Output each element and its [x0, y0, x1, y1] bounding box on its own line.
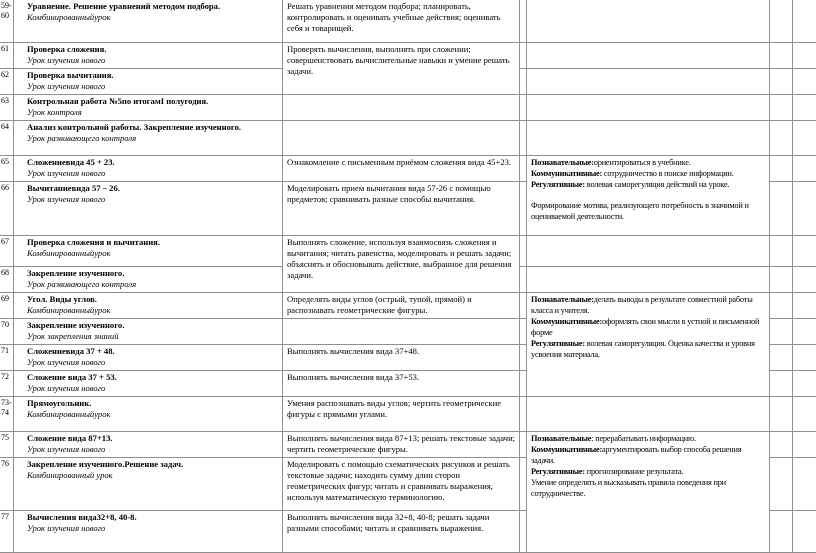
uud-paragraph	[531, 200, 767, 222]
lesson-topic-cell	[14, 95, 283, 121]
lesson-title: Закрепление изученного.	[27, 268, 125, 278]
uud-cell	[527, 121, 770, 156]
spacer-column-cell	[520, 397, 527, 432]
uud-text: оформлять свои мысли в устной и письменной форме	[531, 317, 760, 337]
spacer-column-cell	[520, 69, 527, 95]
right-column-cell	[770, 0, 793, 43]
lesson-title: Проверка сложения и вычитания.	[27, 237, 160, 247]
lesson-topic-cell	[14, 69, 283, 95]
lesson-number-cell: 70	[0, 319, 14, 345]
lesson-activities-cell: Решать уравнения методом подбора; планировать, контролировать и оценивать учебные действия; оценивать себя и товарищей.	[283, 0, 520, 43]
lesson-number-cell: 61	[0, 43, 14, 69]
uud-cell	[527, 293, 770, 397]
lesson-activities-cell: Ознакомление с письменным приёмом сложения вида 45+23.	[283, 156, 520, 182]
right-column-cell	[770, 511, 793, 553]
right-column-cell	[770, 95, 793, 121]
table-row	[0, 95, 816, 121]
lesson-activities-cell: Определять виды углов (острый, тупой, прямой) и распознавать геометрические фигуры.	[283, 293, 520, 319]
lesson-title: Проверка сложения.	[27, 44, 107, 54]
uud-cell	[527, 397, 770, 432]
lesson-topic-cell	[14, 236, 283, 267]
lesson-topic-cell	[14, 371, 283, 397]
lesson-type-label: Урок развивающего контроля	[27, 279, 137, 289]
uud-category-label: Коммуникативные:	[531, 169, 603, 178]
lesson-activities-cell: Выполнять вычисления вида 37+53.	[283, 371, 520, 397]
lesson-activities-cell: Моделировать прием вычитания вида 57-26 с помощью предметов; сравнивать разные способы вычитания.	[283, 182, 520, 236]
lesson-activities-cell: Выполнять сложение, используя взаимосвязь сложения и вычитания; читать равенства, моделировать и решать задачи; объяснять и обосновывать действие, выбранное для решения задачи.	[283, 236, 520, 293]
lesson-topic-cell	[14, 156, 283, 182]
lesson-type-label: Урок изучения нового	[27, 523, 106, 533]
table-row	[0, 0, 816, 43]
uud-text: делать выводы в результате совместной работы класса и учителя.	[531, 295, 753, 315]
right-column-cell	[793, 397, 816, 432]
table-row	[0, 236, 816, 267]
uud-category-label: Регулятивные:	[531, 180, 585, 189]
right-column-cell	[793, 267, 816, 293]
lesson-activities-cell	[283, 121, 520, 156]
lesson-type-label: Урок изучения нового	[27, 168, 106, 178]
right-column-cell	[793, 69, 816, 95]
lesson-number-cell: 68	[0, 267, 14, 293]
lesson-topic-cell	[14, 319, 283, 345]
lesson-title: Угол. Виды углов.	[27, 294, 97, 304]
uud-text: сотрудничество в поиске информации.	[602, 169, 734, 178]
spacer-column-cell	[520, 236, 527, 267]
lesson-type-label: Урок развивающего контроля	[27, 133, 137, 143]
lesson-topic-cell	[14, 267, 283, 293]
spacer-column-cell	[520, 293, 527, 319]
lesson-number-cell: 73-74	[0, 397, 14, 432]
table-row	[0, 432, 816, 458]
uud-paragraph	[531, 168, 767, 179]
lesson-title: Прямоугольник.	[27, 398, 92, 408]
lesson-type-label: Комбинированныйурок	[27, 12, 111, 22]
table-row	[0, 43, 816, 69]
uud-category-label: Коммуникативные:	[531, 445, 603, 454]
table-row	[0, 121, 816, 156]
uud-cell	[527, 236, 770, 267]
right-column-cell	[793, 293, 816, 319]
lesson-number-cell: 63	[0, 95, 14, 121]
lesson-type-label: Урок изучения нового	[27, 194, 106, 204]
lesson-title: Вычитаниевида 57 – 26.	[27, 183, 120, 193]
lesson-topic-cell	[14, 43, 283, 69]
lesson-type-label: Урок изучения нового	[27, 357, 106, 367]
lesson-number-cell: 67	[0, 236, 14, 267]
spacer-column-cell	[520, 43, 527, 69]
uud-text: волевая саморегуляция. Оценка качества и уровня усвоения материала.	[531, 339, 755, 359]
uud-text: волевая саморегуляция действий на уроке.	[584, 180, 730, 189]
right-column-cell	[770, 432, 793, 458]
lesson-type-label: Урок закрепления знаний	[27, 331, 119, 341]
lesson-topic-cell	[14, 293, 283, 319]
lesson-type-label: Комбинированныйурок	[27, 409, 111, 419]
right-column-cell	[793, 156, 816, 182]
lesson-title: Сложение вида 87+13.	[27, 433, 113, 443]
right-column-cell	[770, 69, 793, 95]
spacer-column-cell	[520, 511, 527, 553]
lesson-activities-cell: Проверять вычисления, выполнять при сложении; совершенствовать вычислительные навыки и умение решать задачи.	[283, 43, 520, 95]
uud-paragraph	[531, 294, 767, 316]
lesson-number-cell: 69	[0, 293, 14, 319]
lesson-title: Уравнение. Решение уравнений методом подбора.	[27, 1, 221, 11]
lesson-activities-cell	[283, 319, 520, 345]
uud-category-label: Регулятивные:	[531, 339, 585, 348]
lesson-number-cell: 64	[0, 121, 14, 156]
lesson-topic-cell	[14, 458, 283, 511]
uud-cell	[527, 0, 770, 43]
right-column-cell	[770, 397, 793, 432]
right-column-cell	[793, 458, 816, 511]
lesson-topic-cell	[14, 432, 283, 458]
right-column-cell	[793, 182, 816, 236]
uud-cell	[527, 69, 770, 95]
right-column-cell	[793, 121, 816, 156]
uud-text: ориентироваться в учебнике.	[593, 158, 691, 167]
uud-cell	[527, 95, 770, 121]
uud-category-label: Коммуникативные:	[531, 317, 603, 326]
right-column-cell	[770, 43, 793, 69]
spacer-column-cell	[520, 319, 527, 345]
spacer-column-cell	[520, 458, 527, 511]
lesson-number-cell: 75	[0, 432, 14, 458]
lesson-title: Сложение вида 37 + 53.	[27, 372, 117, 382]
uud-paragraph	[531, 316, 767, 338]
right-column-cell	[793, 0, 816, 43]
uud-paragraph	[531, 466, 767, 477]
lesson-topic-cell	[14, 0, 283, 43]
right-column-cell	[770, 345, 793, 371]
table-row	[0, 156, 816, 182]
right-column-cell	[793, 345, 816, 371]
lesson-type-label: Урок контроля	[27, 107, 82, 117]
lesson-type-label: Урок изучения нового	[27, 444, 106, 454]
table-row	[0, 397, 816, 432]
uud-category-label: Познавательные:	[531, 158, 594, 167]
right-column-cell	[793, 43, 816, 69]
lesson-type-label: Урок изучения нового	[27, 383, 106, 393]
paragraph-gap	[531, 190, 767, 200]
lesson-title: Закрепление изученного.Решение задач.	[27, 459, 184, 469]
lesson-topic-cell	[14, 511, 283, 553]
right-column-cell	[770, 156, 793, 182]
lesson-type-label: Урок изучения нового	[27, 55, 106, 65]
spacer-column-cell	[520, 345, 527, 371]
lesson-type-label: Комбинированный урок	[27, 470, 113, 480]
lesson-title: Анализ контрольной работы. Закрепление изученного.	[27, 122, 242, 132]
lesson-activities-cell: Выполнять вычисления вида 32+8, 40-8; решать задачи разными способами; читать и сравнивать выражения.	[283, 511, 520, 553]
right-column-cell	[770, 319, 793, 345]
uud-text: Формирование мотива, реализующего потребность в значимой и оцениваемой деятельности.	[531, 201, 749, 221]
uud-text: прогнозирование результата.	[584, 467, 684, 476]
right-column-cell	[770, 182, 793, 236]
lesson-type-label: Урок изучения нового	[27, 81, 106, 91]
uud-cell	[527, 432, 770, 553]
lesson-number-cell: 65	[0, 156, 14, 182]
uud-text: аргументировать выбор способа решения задачи.	[531, 445, 742, 465]
lesson-title: Закрепление изученного.	[27, 320, 125, 330]
right-column-cell	[793, 432, 816, 458]
lesson-activities-cell: Моделировать с помощью схематических рисунков и решать текстовые задачи; находить сумму длин сторон геометрических фигур; читать и сравнивать выражения, используя математическую терминологию.	[283, 458, 520, 511]
spacer-column-cell	[520, 156, 527, 182]
uud-category-label: Познавательные:	[531, 295, 594, 304]
uud-text: Умение определять и высказывать правила поведения при сотрудничестве.	[531, 478, 726, 498]
spacer-column-cell	[520, 121, 527, 156]
spacer-column-cell	[520, 371, 527, 397]
lesson-activities-cell: Умения распознавать виды углов; чертить геометрические фигуры с прямыми углами.	[283, 397, 520, 432]
right-column-cell	[793, 371, 816, 397]
lesson-title: Вычисления вида32+8, 40-8.	[27, 512, 137, 522]
uud-paragraph	[531, 477, 767, 499]
right-column-cell	[770, 121, 793, 156]
lesson-title: Контрольная работа №5по итогамI полугодия.	[27, 96, 209, 106]
lesson-type-label: Комбинированныйурок	[27, 248, 111, 258]
lesson-number-cell: 76	[0, 458, 14, 511]
right-column-cell	[770, 236, 793, 267]
right-column-cell	[770, 458, 793, 511]
spacer-column-cell	[520, 95, 527, 121]
spacer-column-cell	[520, 432, 527, 458]
right-column-cell	[770, 293, 793, 319]
right-column-cell	[793, 95, 816, 121]
lesson-number-cell: 62	[0, 69, 14, 95]
lesson-number-cell: 77	[0, 511, 14, 553]
lesson-topic-cell	[14, 182, 283, 236]
lesson-number-cell: 66	[0, 182, 14, 236]
lesson-number-cell: 59-60	[0, 0, 14, 43]
right-column-cell	[770, 267, 793, 293]
lesson-number-cell: 71	[0, 345, 14, 371]
lesson-type-label: Комбинированныйурок	[27, 305, 111, 315]
spacer-column-cell	[520, 267, 527, 293]
right-column-cell	[770, 371, 793, 397]
lesson-activities-cell: Выполнять вычисления вида 37+48.	[283, 345, 520, 371]
uud-paragraph	[531, 179, 767, 190]
lesson-topic-cell	[14, 345, 283, 371]
lesson-title: Проверка вычитания.	[27, 70, 114, 80]
uud-category-label: Регулятивные:	[531, 467, 585, 476]
lesson-activities-cell	[283, 95, 520, 121]
uud-category-label: Познавательные	[531, 434, 592, 443]
lesson-title: Сложениевида 45 + 23.	[27, 157, 115, 167]
lesson-topic-cell	[14, 397, 283, 432]
lesson-title: Сложениевида 37 + 48.	[27, 346, 115, 356]
uud-paragraph	[531, 444, 767, 466]
lesson-topic-cell	[14, 121, 283, 156]
lesson-number-cell: 72	[0, 371, 14, 397]
uud-paragraph	[531, 433, 767, 444]
uud-paragraph	[531, 338, 767, 360]
uud-text: : перерабатывать информацию.	[591, 434, 696, 443]
uud-cell	[527, 43, 770, 69]
right-column-cell	[793, 236, 816, 267]
right-column-cell	[793, 511, 816, 553]
uud-paragraph	[531, 157, 767, 168]
spacer-column-cell	[520, 0, 527, 43]
table-row	[0, 293, 816, 319]
right-column-cell	[793, 319, 816, 345]
lesson-activities-cell: Выполнять вычисления вида 87+13; решать текстовые задачи; чертить геометрические фигуры.	[283, 432, 520, 458]
uud-cell	[527, 267, 770, 293]
uud-cell	[527, 156, 770, 236]
spacer-column-cell	[520, 182, 527, 236]
